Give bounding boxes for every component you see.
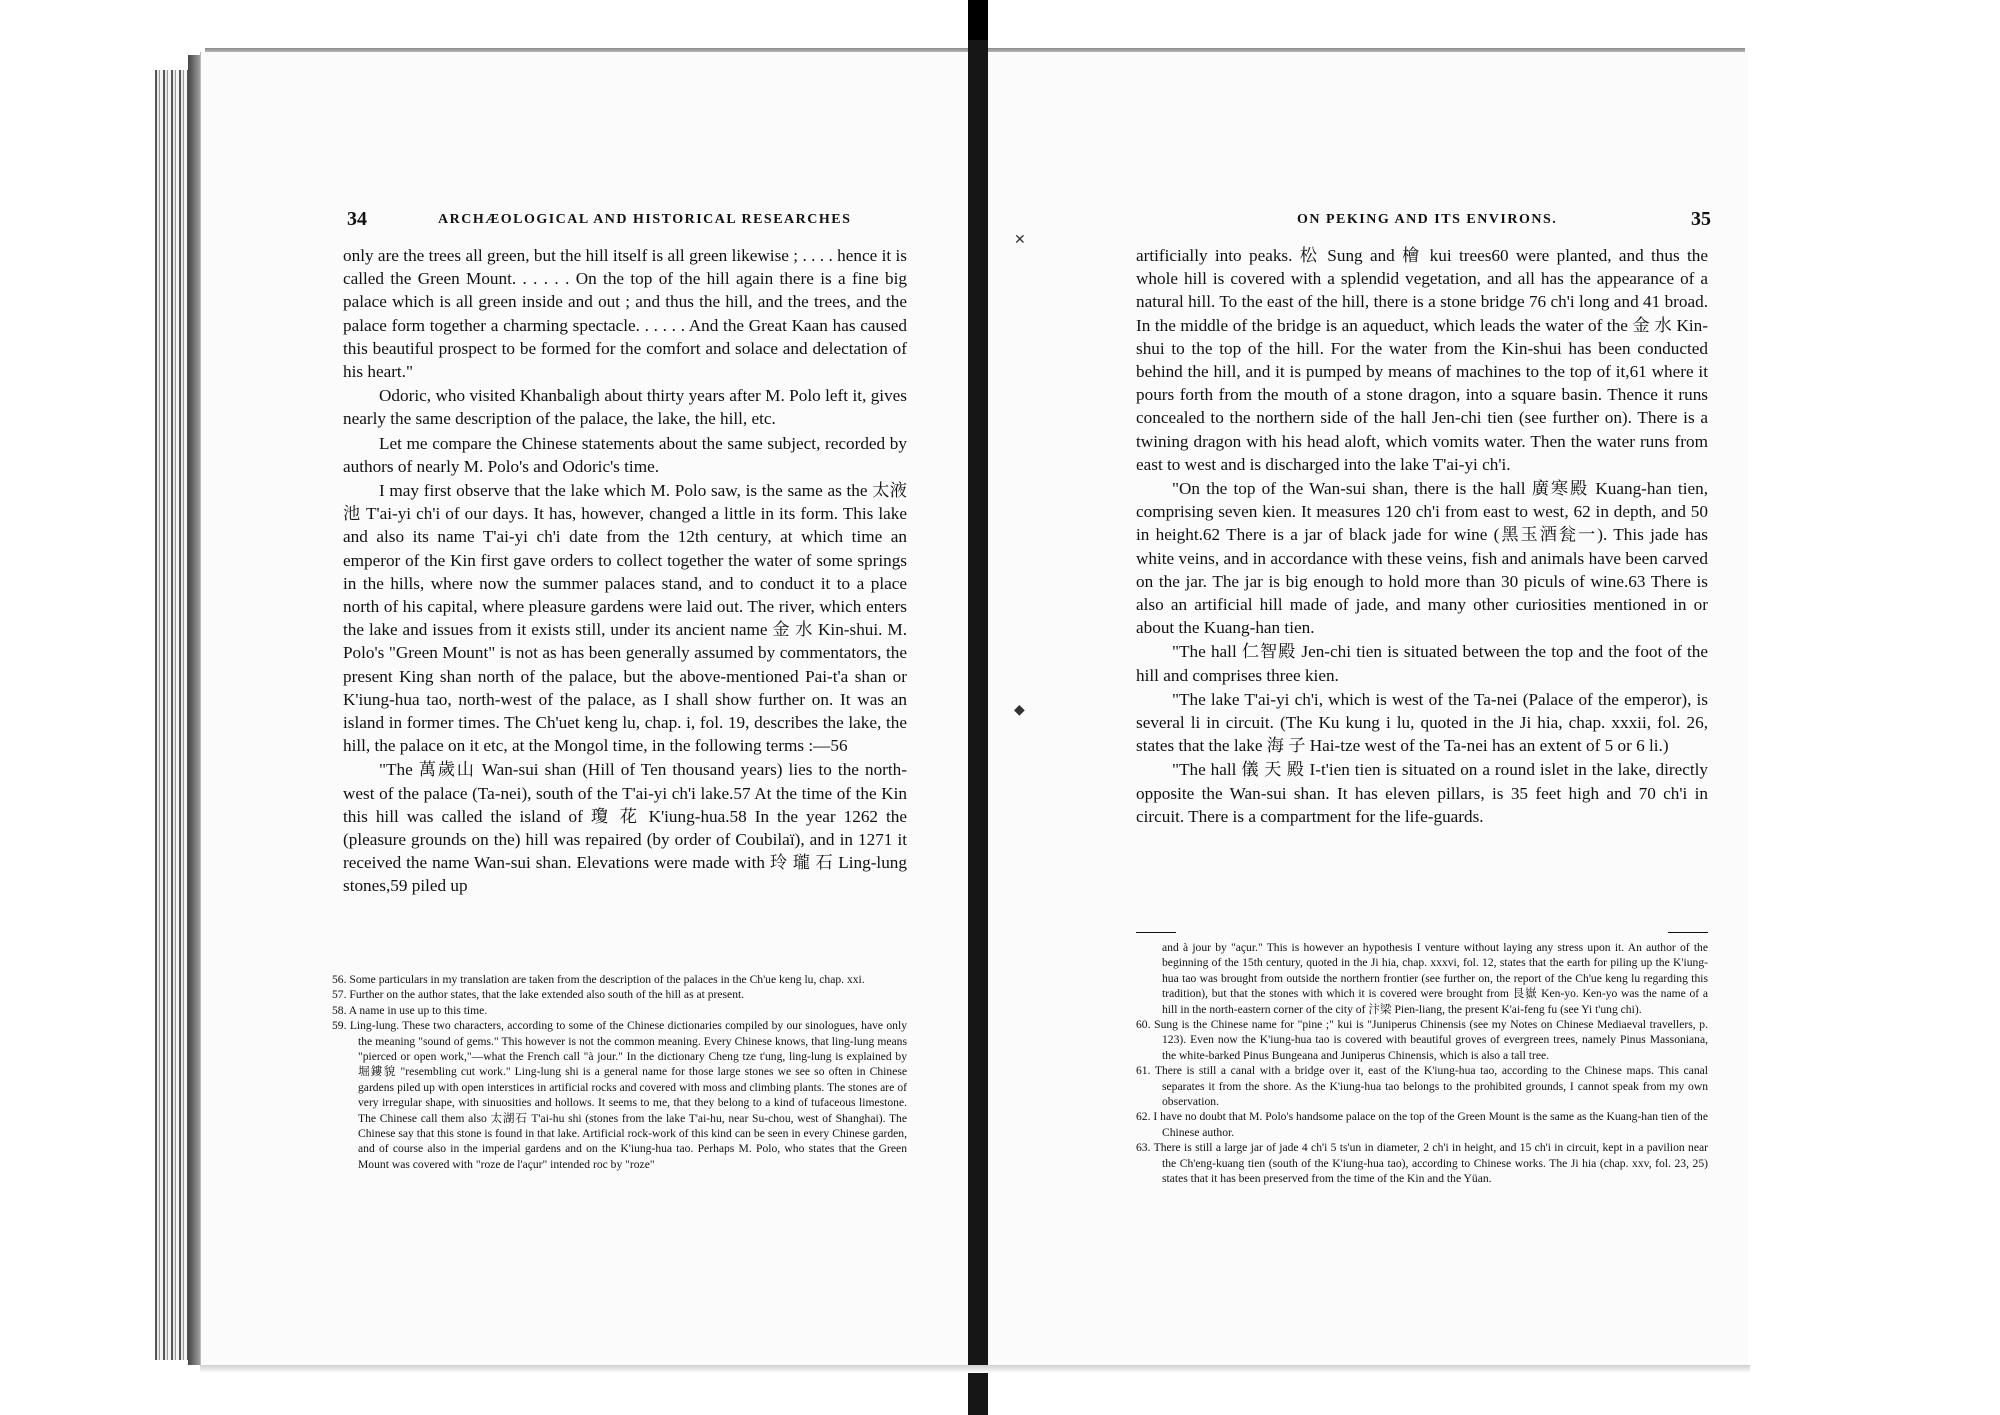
paragraph: Let me compare the Chinese statements about the same subject, recorded by authors of nearly M. Polo's and Odoric's time. — [343, 433, 907, 476]
footnote-rule — [1668, 932, 1708, 933]
paragraph: "The 萬歲山 Wan-sui shan (Hill of Ten thousand years) lies to the north-west of the palace (Ta-nei), south of the T'ai-yi ch'i lake.57 At the time of the Kin this hill was called the island of 瓊 花 K'iung-hua.58 In the year 1262 the (pleasure grounds on the) hill was repaired (by order of Coubilaï), and in 1271 it received the name Wan-sui shan. Elevations were made with 玲 瓏 石 Ling-lung stones,59 piled up — [343, 760, 907, 896]
book-spine — [968, 0, 988, 1415]
paragraph: "The hall 儀 天 殿 I-t'ien tien is situated on a round islet in the lake, directly opposite the Wan-sui shan. It has eleven pillars, is 35 feet high and 70 ch'i in circuit. There is a compartment for the life-guards. — [1136, 760, 1708, 826]
paragraph: artificially into peaks. 松 Sung and 檜 kui trees60 were planted, and thus the whole hill is covered with a splendid vegetation, and all has the appearance of a natural hill. To the east of the hill, there is a stone bridge 76 ch'i long and 41 broad. In the middle of the bridge is an aqueduct, which leads the water of the 金 水 Kin-shui to the top of the hill. For the water from the Kin-shui has been conducted behind the hill, and it is pumped by means of machines to the top of it,61 where it pours forth from the mouth of a stone dragon, into a square basin. Thence it runs concealed to the northern side of the hall Jen-chi tien (see further on). There is a twining dragon with his head aloft, which vomits water. Then the water runs from east to west and is discharged into the lake T'ai-yi ch'i. — [1136, 246, 1708, 474]
right-body-text — [1136, 244, 1708, 828]
paragraph: "The lake T'ai-yi ch'i, which is west of the Ta-nei (Palace of the emperor), is several li in circuit. (The Ku kung i lu, quoted in the Ji hia, chap. xxxii, fol. 26, states that the lake 海 子 Hai-tze west of the Ta-nei has an extent of 5 or 6 li.) — [1136, 689, 1708, 756]
footnote: and à jour by "açur." This is however an hypothesis I venture without laying any stress upon it. An author of the beginning of the 15th century, quoted in the Ji hia, chap. xxxvi, fol. 12, states that the earth for piling up the K'iung-hua tao was brought from outside the northern frontier (see further on, the report of the Ch'ue keng lu regarding this tradition), but that the stones with which it is covered were brought from 艮嶽 Ken-yo. Ken-yo was the name of a hill in the north-eastern corner of the city of 汴梁 Pien-liang, the present K'ai-feng fu (see Yi t'ung chi). — [1162, 941, 1708, 1016]
gutter-mark-icon: ◆ — [1014, 703, 1025, 718]
running-head-right: ON PEKING AND ITS ENVIRONS. — [1297, 212, 1558, 227]
footnote: 62. I have no doubt that M. Polo's handsome palace on the top of the Green Mount is the same as the Kuang-han tien of the Chinese author. — [1136, 1110, 1708, 1139]
running-head-left: ARCHÆOLOGICAL AND HISTORICAL RESEARCHES — [438, 212, 852, 227]
footnote: 63. There is still a large jar of jade 4 ch'i 5 ts'un in diameter, 2 ch'i in height, and 15 ch'i in circuit, kept in a pavilion near the Ch'eng-kuang tien (south of the K'iung-hua tao), according to Chinese works. The Ji hia (chap. xxv, fol. 23, 25) states that it has been preserved from the time of the Kin and the Yüan. — [1136, 1141, 1708, 1186]
paragraph: I may first observe that the lake which M. Polo saw, is the same as the 太液池 T'ai-yi ch'i of our days. It has, however, changed a little in its form. This lake and also its name T'ai-yi ch'i date from the 12th century, at which time an emperor of the Kin first gave orders to collect together the water of some springs in the hills, where now the summer palaces stand, and to conduct it to a place north of his capital, where pleasure gardens were laid out. The river, which enters the lake and issues from it exists still, under its ancient name 金 水 Kin-shui. M. Polo's "Green Mount" is not as has been generally assumed by commentators, the present King shan north of the palace, but the above-mentioned Pai-t'a shan or K'iung-hua tao, north-west of the palace, as I shall show further on. It was an island in former times. The Ch'uet keng lu, chap. i, fol. 19, describes the lake, the hill, the palace on it etc, at the Mongol time, in the following terms :—56 — [343, 481, 907, 756]
right-footnotes — [1136, 940, 1708, 1187]
footnote: 60. Sung is the Chinese name for "pine ;" kui is "Juniperus Chinensis (see my Notes on Chinese Mediaeval travellers, p. 123). Even now the K'iung-hua tao is covered with beautiful groves of evergreen trees, namely Pinus Massoniana, the white-barked Pinus Bungeana and Juniperus Chinensis, which is also a tall tree. — [1136, 1018, 1708, 1062]
footnote: 57. Further on the author states, that the lake extended also south of the hill as at present. — [332, 988, 745, 1002]
bottom-shadow — [200, 1365, 1750, 1373]
footnote: 58. A name in use up to this time. — [332, 1003, 488, 1017]
page-number-left: 34 — [347, 208, 367, 230]
gutter-mark-icon: ✕ — [1014, 233, 1026, 248]
paragraph: "On the top of the Wan-sui shan, there is the hall 廣寒殿 Kuang-han tien, comprising seven kien. It measures 120 ch'i from east to west, 62 in depth, and 50 in height.62 There is a jar of black jade for wine (黑玉酒瓮一). This jade has white veins, and in accordance with these veins, fish and animals have been carved on the jar. The jar is big enough to hold more than 30 piculs of wine.63 There is also an artificial hill made of jade, and many other curiosities mentioned in or about the Kuang-han tien. — [1136, 479, 1708, 638]
paragraph: only are the trees all green, but the hill itself is all green likewise ; . . . . hence it is called the Green Mount. . . . . . On the top of the hill again there is a fine big palace which is all green inside and out ; and thus the hill, and the trees, and the palace form together a charming spectacle. . . . . . And the Great Kaan has caused this beautiful prospect to be formed for the comfort and solace and delectation of his heart." — [343, 246, 907, 382]
footnote-rule — [1136, 932, 1176, 933]
left-body-text — [343, 244, 907, 898]
footnote: 56. Some particulars in my translation are taken from the description of the palaces in the Ch'ue keng lu, chap. xxi. — [332, 973, 865, 986]
book-spine-top — [968, 0, 988, 40]
paragraph: Odoric, who visited Khanbaligh about thirty years after M. Polo left it, gives nearly the same description of the palace, the lake, the hill, etc. — [343, 386, 907, 429]
page-number-right: 35 — [1691, 208, 1711, 230]
paragraph: "The hall 仁智殿 Jen-chi tien is situated between the top and the foot of the hill and comprises three kien. — [1136, 642, 1708, 685]
footnote: 61. There is still a canal with a bridge over it, east of the K'iung-hua tao, according to the Chinese maps. This canal separates it from the shore. As the K'iung-hua tao belongs to the prohibited grounds, I cannot speak from my own observation. — [1136, 1064, 1708, 1109]
footnote: 59. Ling-lung. These two characters, according to some of the Chinese dictionaries compiled by our sinologues, have only the meaning "sound of gems." This however is not the common meaning. Every Chinese knows, that ling-lung means "pierced or open work,"—what the French call "à jour." In the dictionary Cheng tze t'ung, ling-lung is explained by 堀鏤貌 "resembling cut work." Ling-lung shi is a general name for those large stones we see so often in Chinese gardens piled up with open interstices in artificial rocks and covered with moss and climbing plants. The stones are of very irregular shape, with sinuosities and hollows. It seems to me, that they belong to a kind of tufaceous limestone. The Chinese call them also 太湖石 T'ai-hu shi (stones from the lake T'ai-hu, near Su-chou, west of Shanghai). The Chinese say that this stone is found in that lake. Artificial rock-work of this kind can be seen in every Chinese garden, and of course also in the imperial gardens and on the K'iung-hua tao. Perhaps M. Polo, who states that the Green Mount was covered with "roze de l'açur" intended roc by "roze" — [332, 1019, 907, 1171]
left-footnotes — [332, 972, 907, 1172]
